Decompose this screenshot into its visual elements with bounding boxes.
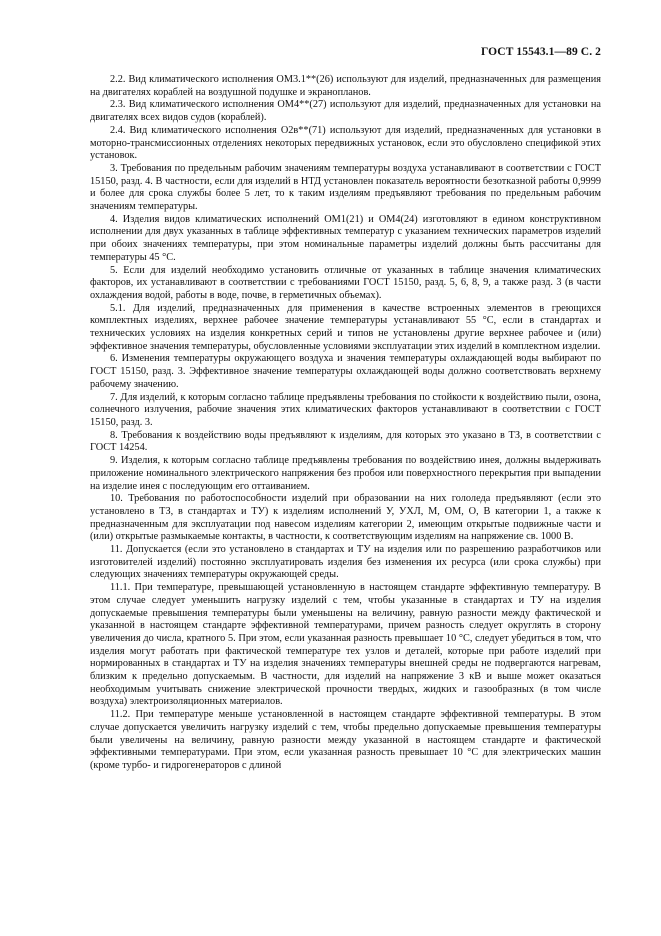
- paragraph-6: 6. Изменения температуры окружающего воздуха и значения температуры охлаждающей воды выбирают по ГОСТ 15150, разд. 3. Эффективное значение температуры охлаждающей воды должно соответствовать верхнему рабочему значению.: [90, 353, 601, 390]
- paragraph-9: 9. Изделия, к которым согласно таблице предъявлены требования по воздействию инея, должны выдерживать приложение номинального электрического напряжения без пробоя или поверхностного перекрытия при выпадении на изделие инея с последующим его оттаиванием.: [90, 455, 601, 492]
- paragraph-7: 7. Для изделий, к которым согласно таблице предъявлены требования по стойкости к воздействию пыли, озона, солнечного излучения, рабочие значения этих климатических факторов устанавливают в соответствии с ГОСТ 15150, разд. 3.: [90, 391, 601, 428]
- paragraph-2-2: 2.2. Вид климатического исполнения ОМ3.1**(26) используют для изделий, предназначенных для размещения на двигателях кораблей на воздушной подушке и экранопланов.: [90, 74, 601, 98]
- page-header: ГОСТ 15543.1—89 С. 2: [480, 46, 601, 58]
- paragraph-11: 11. Допускается (если это установлено в стандартах и ТУ на изделия или по разрешению разработчиков или изготовителей изделий) постоянно эксплуатировать изделия без изменения их ресурса (или срока службы) при следующих значениях температуры окружающей среды.: [90, 544, 601, 581]
- document-body: [90, 74, 601, 773]
- paragraph-5-1: 5.1. Для изделий, предназначенных для применения в качестве встроенных элементов в греющихся комплектных изделиях, верхнее рабочее значение температуры устанавливают 55 °С, если в стандартах и технических условиях на изделия конкретных серий и типов не установлены другие верхнее рабочее и (или) эффективное значения температуры, обусловленные условиями эксплуатации этих изделий в комплектном изделии.: [90, 302, 601, 352]
- paragraph-8: 8. Требования к воздействию воды предъявляют к изделиям, для которых это указано в ТЗ, в соответствии с ГОСТ 14254.: [90, 429, 601, 454]
- paragraph-3: 3. Требования по предельным рабочим значениям температуры воздуха устанавливают в соответствии с ГОСТ 15150, разд. 4. В частности, если для изделий в НТД установлен показатель вероятности безотказной работы 0,9999 и более для срока службы более 5 лет, то к таким изделиям предъявляют требования по предельным рабочим значениям температуры.: [90, 162, 601, 213]
- paragraph-2-3: 2.3. Вид климатического исполнения ОМ4**(27) используют для изделий, предназначенных для установки на двигателях всех видов судов (кораблей).: [90, 99, 601, 124]
- paragraph-11-2: 11.2. При температуре меньше установленной в настоящем стандарте эффективной температуры. В этом случае допускается увеличить нагрузку изделий с тем, чтобы предельно допускаемые превышения температуры были увеличены на величину, равную разности между указанной в настоящем стандарте и фактической эффективными температурами. При этом, если указанная разность превышает 10 °С для электрических машин (кроме турбо- и гидрогенераторов с длиной: [90, 709, 601, 771]
- paragraph-2-4: 2.4. Вид климатического исполнения О2в**(71) используют для изделий, предназначенных для установки в моторно-трансмиссионных отделениях некоторых передвижных установок, если это обусловлено спецификой этих установок.: [90, 124, 601, 162]
- paragraph-10: 10. Требования по работоспособности изделий при образовании на них гололеда предъявляют (если это установлено в ТЗ, в стандартах и ТУ) к изделиям исполнений У, УХЛ, М, ОМ, О, В категории 1, а также к предназначенным для эксплуатации под навесом изделиям категории 2, имеющим открытые подвижные части и (или) открытые размыкаемые контакты, в частности, к соответствующим изделиям на напряжение св. 1000 В.: [90, 493, 601, 543]
- paragraph-5: 5. Если для изделий необходимо установить отличные от указанных в таблице значения климатических факторов, их устанавливают в соответствии с требованиями ГОСТ 15150, разд. 5, 6, 8, 9, а также разд. 3 (в части охлаждения водой, работы в воде, почве, в герметичных объемах).: [90, 264, 601, 301]
- paragraph-11-1: 11.1. При температуре, превышающей установленную в настоящем стандарте эффективную температуру. В этом случае следует уменьшить нагрузку изделий с тем, чтобы указанные в стандартах и ТУ на изделия допускаемые превышения температуры были уменьшены на величину, равную разности между фактической и указанной в настоящем стандарте эффективной температурами, причем разность следует округлять в сторону увеличения до числа, кратного 5. При этом, если указанная разность превышает 10 °С, следует убедиться в том, что изделия могут работать при фактической температуре тех узлов и деталей, которые при работе изделий при нормированных в стандартах и ТУ на изделия значениях температуры внешней среды не подвергаются нагревам, близким к предельно допускаемым. В частности, для изделий на напряжение 3 кВ и выше может оказаться необходимым учитывать снижение электрической прочности твердых, жидких и газообразных (в том числе воздуха) электроизоляционных материалов.: [90, 582, 601, 708]
- paragraph-4: 4. Изделия видов климатических исполнений ОМ1(21) и ОМ4(24) изготовляют в едином конструктивном исполнении для двух указанных в таблице эффективных температур с указанием технических параметров изделий при обоих значениях температуры, при этом номинальные параметры изделий должны быть рассчитаны для температуры 45 °С.: [90, 213, 601, 263]
